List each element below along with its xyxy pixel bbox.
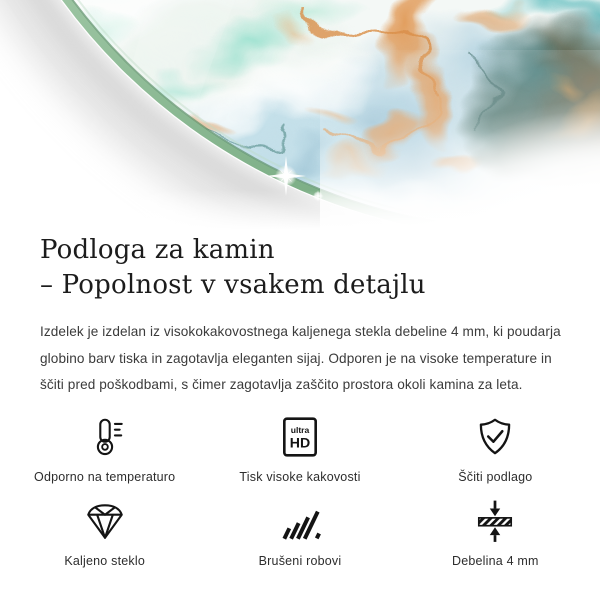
features-grid <box>7 414 593 568</box>
product-content <box>0 233 600 399</box>
product-description: Izdelek je izdelan iz visokokakovostnega kaljenega stekla debeline 4 mm, ki poudarja globino barv tiska in zagotavlja eleganten sijaj. Odporen je na visoke temperature in ščiti pred poškodbami, s čimer zagotavlja zaščito prostora okoli kamina za leta. <box>40 324 561 392</box>
thickness-icon <box>472 498 518 544</box>
feature-label: Debelina 4 mm <box>451 553 539 568</box>
feature-label: Brušeni robovi <box>258 553 342 568</box>
page-title <box>40 233 567 303</box>
polished-edges-icon <box>277 498 323 544</box>
ultra-hd-icon <box>277 414 323 460</box>
svg-text:HD: HD <box>289 433 311 450</box>
thermometer-icon <box>82 414 128 460</box>
feature-label: Ščiti podlago <box>458 469 533 484</box>
title-line-1: Podloga za kamin <box>40 235 275 265</box>
feature-thickness <box>398 498 593 568</box>
feature-tempered-glass <box>7 498 202 568</box>
feature-label: Odporno na temperaturo <box>34 469 176 484</box>
hero-product-image <box>0 0 600 230</box>
feature-print-quality <box>202 414 397 484</box>
feature-protection <box>398 414 593 484</box>
shield-check-icon <box>472 414 518 460</box>
feature-polished-edges <box>202 498 397 568</box>
svg-text:ultra: ultra <box>290 424 310 435</box>
glass-panel-illustration <box>0 0 600 230</box>
feature-label: Kaljeno steklo <box>64 553 145 568</box>
title-line-2: – Popolnost v vsakem detajlu <box>40 270 426 300</box>
diamond-icon <box>82 498 128 544</box>
feature-label: Tisk visoke kakovosti <box>239 469 361 484</box>
feature-temperature <box>7 414 202 484</box>
